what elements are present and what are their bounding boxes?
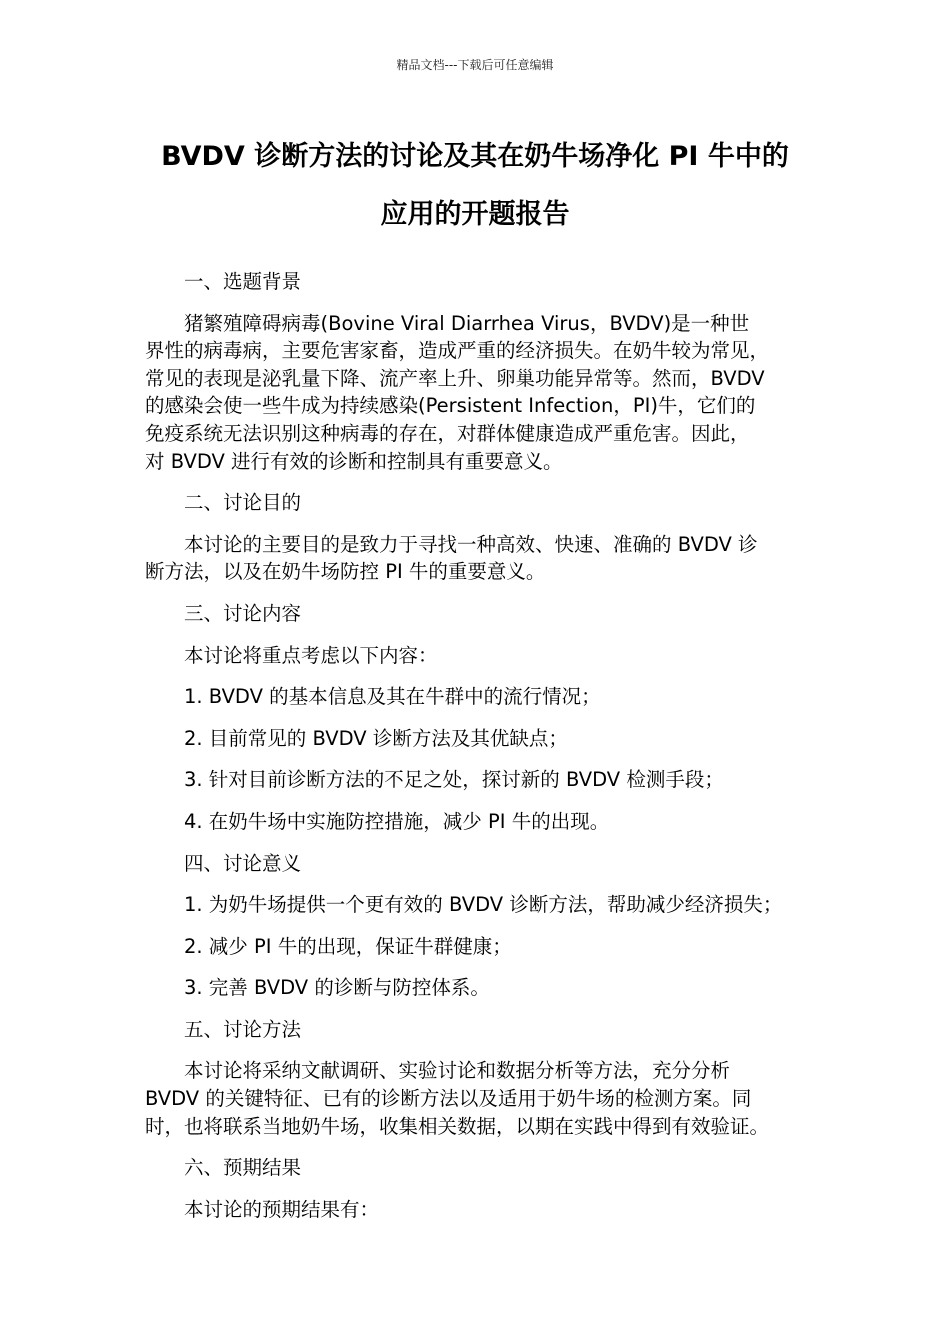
list-item: 2. 减少 PI 牛的出现，保证牛群健康； — [184, 934, 512, 958]
paragraph-background — [145, 310, 815, 476]
paragraph-line: 时，也将联系当地奶牛场，收集相关数据，以期在实践中得到有效验证。 — [145, 1114, 770, 1138]
list-item: 4. 在奶牛场中实施防控措施，减少 PI 牛的出现。 — [184, 809, 610, 833]
list-item: 3. 完善 BVDV 的诊断与防控体系。 — [184, 976, 490, 1000]
paragraph-line: 界性的病毒病，主要危害家畜，造成严重的经济损失。在奶牛较为常见， — [145, 339, 770, 363]
paragraph-line: 常见的表现是泌乳量下降、流产率上升、卵巢功能异常等。然而，BVDV — [145, 366, 765, 390]
paragraph-line: BVDV 的关键特征、已有的诊断方法以及适用于奶牛场的检测方案。同 — [145, 1087, 752, 1111]
list-item: 3. 针对目前诊断方法的不足之处，探讨新的 BVDV 检测手段； — [184, 768, 724, 792]
section-heading-background: 一、选题背景 — [184, 270, 302, 293]
list-item: 1. 为奶牛场提供一个更有效的 BVDV 诊断方法，帮助减少经济损失； — [184, 893, 783, 917]
paragraph-line: 本讨论将采纳文献调研、实验讨论和数据分析等方法，充分分析 — [184, 1059, 731, 1083]
paragraph-line: 免疫系统无法识别这种病毒的存在，对群体健康造成严重危害。因此， — [145, 421, 750, 445]
list-item: 2. 目前常见的 BVDV 诊断方法及其优缺点； — [184, 726, 568, 750]
section-heading-content: 三、讨论内容 — [184, 601, 302, 625]
title-line-1: BVDV 诊断方法的讨论及其在奶牛场净化 PI 牛中的 — [161, 141, 789, 172]
list-item: 1. BVDV 的基本信息及其在牛群中的流行情况； — [184, 685, 601, 709]
paragraph-line: 的感染会使一些牛成为持续感染(Persistent Infection，PI)牛，它们的 — [145, 394, 756, 418]
section-heading-methods: 五、讨论方法 — [184, 1017, 302, 1041]
paragraph-line: 对 BVDV 进行有效的诊断和控制具有重要意义。 — [145, 449, 563, 473]
section-heading-expected-results: 六、预期结果 — [184, 1156, 302, 1180]
document-title — [130, 128, 820, 244]
document-body — [145, 268, 815, 1237]
paragraph-line: 猪繁殖障碍病毒(Bovine Viral Diarrhea Virus，BVDV)是一种世 — [184, 311, 750, 335]
paragraph-expected-intro: 本讨论的预期结果有： — [184, 1197, 380, 1221]
section-heading-purpose: 二、讨论目的 — [184, 491, 302, 515]
paragraph-line: 断方法，以及在奶牛场防控 PI 牛的重要意义。 — [145, 560, 546, 584]
paragraph-methods — [145, 1057, 815, 1140]
paragraph-line: 本讨论的主要目的是致力于寻找一种高效、快速、准确的 BVDV 诊 — [184, 532, 758, 556]
paragraph-content-intro: 本讨论将重点考虑以下内容： — [184, 643, 438, 667]
section-heading-significance: 四、讨论意义 — [184, 851, 302, 875]
title-line-2: 应用的开题报告 — [380, 199, 570, 230]
header-note: 精品文档---下载后可任意编辑 — [396, 58, 554, 72]
paragraph-purpose — [145, 531, 815, 586]
